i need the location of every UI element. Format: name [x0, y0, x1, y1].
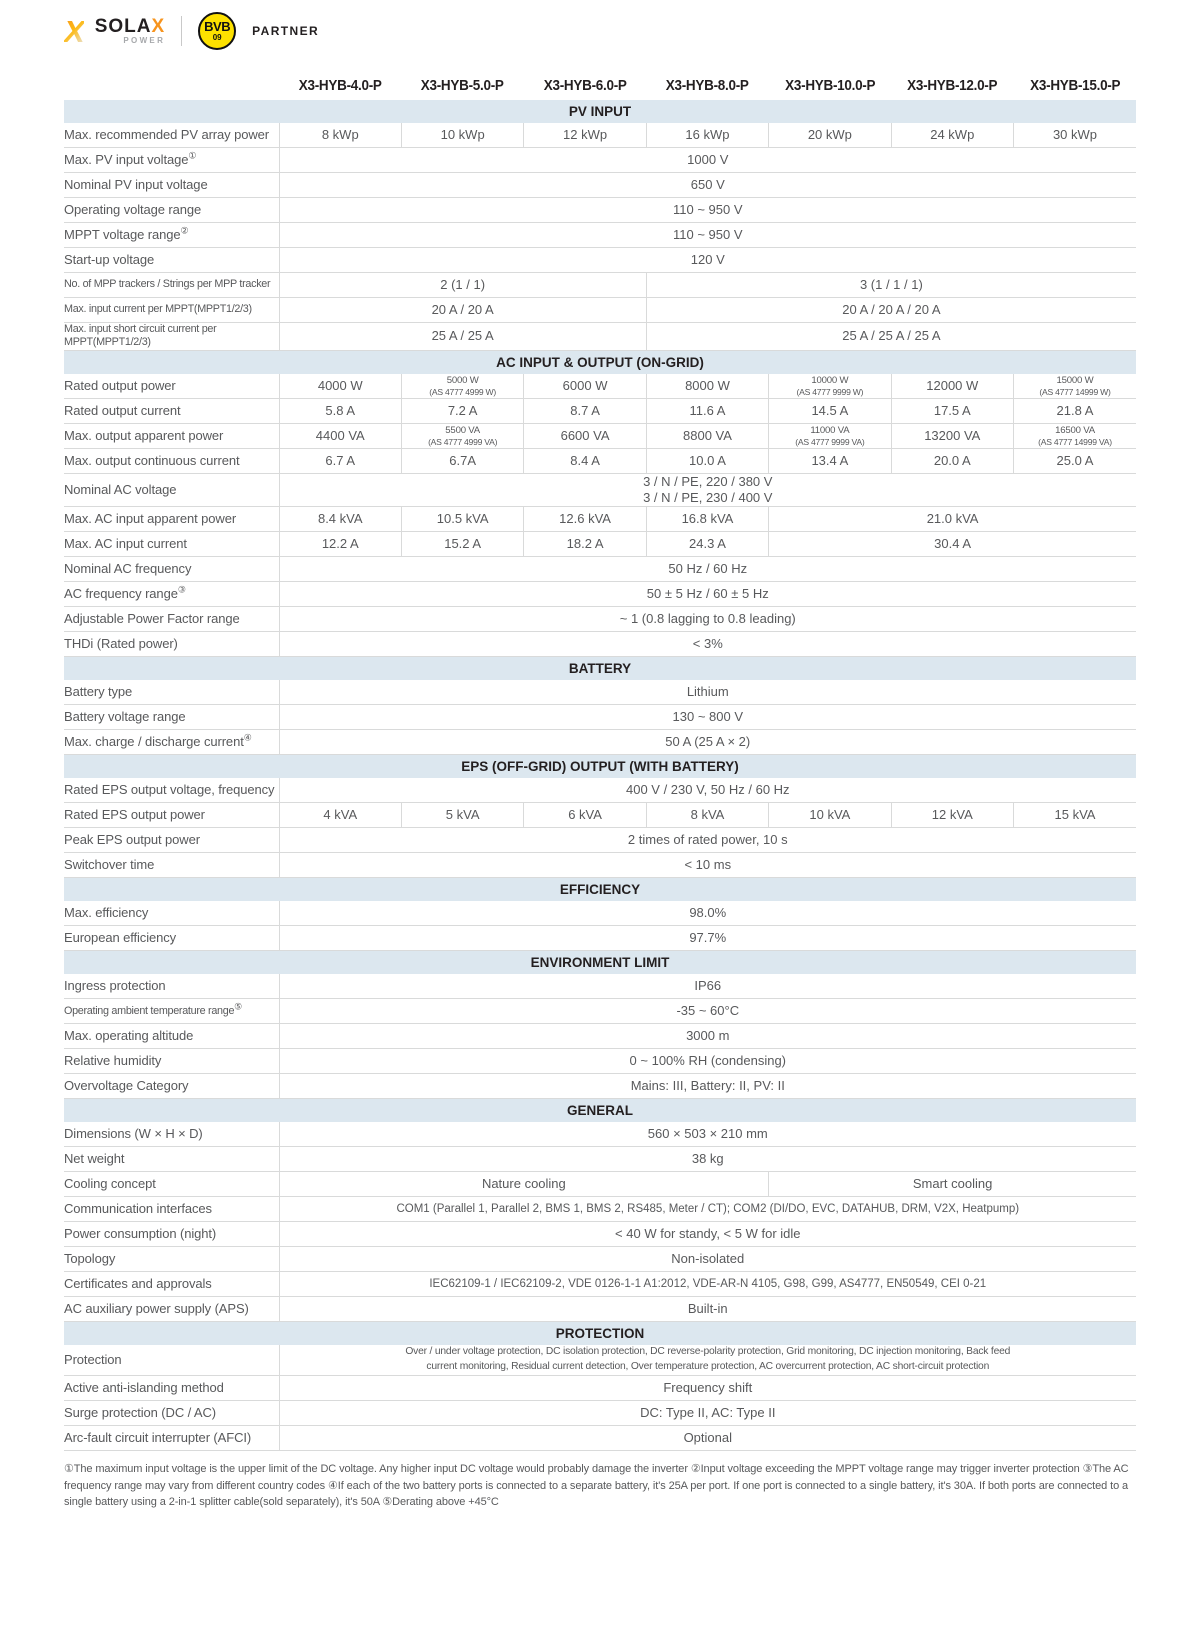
footnote-marker: ④: [243, 733, 252, 744]
row-label-dimensions: Dimensions (W × H × D): [64, 1122, 279, 1147]
row-label-power-consumption: Power consumption (night): [64, 1222, 279, 1247]
table-row: [64, 1401, 1136, 1426]
section-header-eps: [64, 755, 1136, 779]
cell-relative-humidity: 0 ~ 100% RH (condensing): [279, 1049, 1136, 1074]
protection-line-2: current monitoring, Residual current detection, Over temperature protection, AC overcurrent protection, AC short-circuit protection: [426, 1361, 990, 1373]
cell-eps-output-power-6: 15 kVA: [1013, 803, 1136, 828]
table-row: [64, 532, 1136, 557]
solax-x-mark-icon: X: [64, 13, 84, 49]
table-row: [64, 730, 1136, 755]
model-header-row: [64, 78, 1136, 94]
cell-pv-array-power-1: 10 kWp: [401, 123, 523, 148]
cell-rated-output-current-0: 5.8 A: [279, 398, 401, 423]
table-row: [64, 173, 1136, 198]
cell-eps-output-power-3: 8 kVA: [646, 803, 768, 828]
cell-max-continuous-current-1: 6.7A: [401, 448, 523, 473]
table-row: [64, 507, 1136, 532]
footnote-marker: ②: [180, 225, 189, 236]
row-label-switchover-time: Switchover time: [64, 853, 279, 878]
cell-certificates: IEC62109-1 / IEC62109-2, VDE 0126-1-1 A1:2012, VDE-AR-N 4105, G98, G99, AS4777, EN50549, CEI 0-21: [279, 1272, 1136, 1297]
cell-eps-output-power-0: 4 kVA: [279, 803, 401, 828]
cell-max-ac-input-apparent-power-merged: 21.0 kVA: [769, 507, 1136, 532]
model-name-5: X3-HYB-12.0-P: [907, 78, 998, 94]
bvb-crest-year: 09: [212, 33, 222, 42]
value-note: (AS 4777 9999 VA): [795, 436, 865, 447]
value-main: 16500 VA: [1055, 425, 1095, 437]
cell-max-apparent-power-1: [401, 423, 523, 448]
table-row: [64, 1297, 1136, 1322]
row-label-max-apparent-power: Max. output apparent power: [64, 423, 279, 448]
cell-rated-output-current-2: 8.7 A: [524, 398, 646, 423]
cell-max-apparent-power-5: [891, 423, 1013, 448]
row-label-max-pv-input-voltage: [64, 148, 279, 173]
cell-eps-output-power-4: 10 kVA: [769, 803, 891, 828]
cell-operating-voltage-range: 110 ~ 950 V: [279, 198, 1136, 223]
partner-label: PARTNER: [252, 24, 320, 38]
row-label-max-continuous-current: Max. output continuous current: [64, 448, 279, 473]
cell-rated-output-power-2: [524, 374, 646, 399]
cell-rated-output-current-5: 17.5 A: [891, 398, 1013, 423]
cell-pv-array-power-0: 8 kWp: [279, 123, 401, 148]
cell-ac-frequency-range: 50 ± 5 Hz / 60 ± 5 Hz: [279, 582, 1136, 607]
section-title-eps: EPS (OFF-GRID) OUTPUT (WITH BATTERY): [64, 755, 1136, 779]
cell-switchover-time: < 10 ms: [279, 853, 1136, 878]
model-name-1: X3-HYB-5.0-P: [421, 78, 505, 94]
row-label-battery-voltage-range: Battery voltage range: [64, 705, 279, 730]
section-title-ac-io: AC INPUT & OUTPUT (ON-GRID): [64, 350, 1136, 374]
cell-max-continuous-current-4: 13.4 A: [769, 448, 891, 473]
value-note: (AS 4777 9999 W): [796, 386, 864, 397]
row-label-aps: AC auxiliary power supply (APS): [64, 1297, 279, 1322]
value-note: (AS 4777 4999 W): [429, 386, 496, 397]
row-label-startup-voltage: Start-up voltage: [64, 248, 279, 273]
cell-rated-output-power-5: [891, 374, 1013, 399]
section-title-protection: PROTECTION: [64, 1322, 1136, 1346]
cell-pv-array-power-6: 30 kWp: [1013, 123, 1136, 148]
table-row: [64, 705, 1136, 730]
value-main: 5000 W: [446, 375, 479, 387]
cell-aps: Built-in: [279, 1297, 1136, 1322]
cell-power-factor-range: ~ 1 (0.8 lagging to 0.8 leading): [279, 607, 1136, 632]
table-row: [64, 1074, 1136, 1099]
cell-cooling-concept-right: Smart cooling: [769, 1172, 1136, 1197]
table-row: [64, 1272, 1136, 1297]
section-header-ac-io: [64, 350, 1136, 374]
table-row: [64, 582, 1136, 607]
value-main: 4400 VA: [315, 427, 365, 443]
cell-max-ac-input-apparent-power-1: 10.5 kVA: [401, 507, 523, 532]
row-label-relative-humidity: Relative humidity: [64, 1049, 279, 1074]
logo-divider: [181, 16, 182, 46]
cell-max-apparent-power-4: [769, 423, 891, 448]
table-row: [64, 607, 1136, 632]
cell-nominal-ac-frequency: 50 Hz / 60 Hz: [279, 557, 1136, 582]
table-row: [64, 999, 1136, 1024]
row-label-mpp-trackers: No. of MPP trackers / Strings per MPP tracker: [64, 273, 279, 298]
cell-rated-output-current-3: 11.6 A: [646, 398, 768, 423]
cell-max-efficiency: 98.0%: [279, 901, 1136, 926]
cell-max-apparent-power-2: [524, 423, 646, 448]
cell-max-charge-discharge: 50 A (25 A × 2): [279, 730, 1136, 755]
row-label-european-efficiency: European efficiency: [64, 926, 279, 951]
row-label-ingress-protection: Ingress protection: [64, 974, 279, 999]
cell-mpp-trackers-right: 3 (1 / 1 / 1): [646, 273, 1136, 298]
value-note: (AS 4777 14999 W): [1039, 386, 1111, 397]
cell-rated-output-current-4: 14.5 A: [769, 398, 891, 423]
solax-subtitle: POWER: [123, 36, 166, 45]
row-label-power-factor-range: Adjustable Power Factor range: [64, 607, 279, 632]
label-text: Max. PV input voltage: [64, 151, 189, 167]
table-row: [64, 298, 1136, 323]
row-label-overvoltage-category: Overvoltage Category: [64, 1074, 279, 1099]
cell-rated-output-current-6: 21.8 A: [1013, 398, 1136, 423]
row-label-topology: Topology: [64, 1247, 279, 1272]
cell-max-pv-input-voltage: 1000 V: [279, 148, 1136, 173]
value-main: 10000 W: [811, 375, 849, 387]
solax-name: SOLA: [94, 16, 152, 37]
cell-max-continuous-current-5: 20.0 A: [891, 448, 1013, 473]
cell-rated-output-power-1: [401, 374, 523, 399]
cell-max-ac-input-apparent-power-0: 8.4 kVA: [279, 507, 401, 532]
row-label-pv-array-power: Max. recommended PV array power: [64, 123, 279, 148]
cell-pv-array-power-4: 20 kWp: [769, 123, 891, 148]
cell-european-efficiency: 97.7%: [279, 926, 1136, 951]
row-label-thdi: THDi (Rated power): [64, 632, 279, 657]
cell-rated-output-power-6: [1013, 374, 1136, 399]
footnote-marker: ⑤: [234, 1001, 242, 1012]
cell-afci: Optional: [279, 1426, 1136, 1451]
cell-max-altitude: 3000 m: [279, 1024, 1136, 1049]
cell-max-ac-input-current-0: 12.2 A: [279, 532, 401, 557]
table-row: [64, 148, 1136, 173]
cell-anti-islanding: Frequency shift: [279, 1376, 1136, 1401]
row-label-nominal-pv-input-voltage: Nominal PV input voltage: [64, 173, 279, 198]
row-label-cooling-concept: Cooling concept: [64, 1172, 279, 1197]
cell-max-continuous-current-3: 10.0 A: [646, 448, 768, 473]
table-row: [64, 1222, 1136, 1247]
table-row: [64, 1147, 1136, 1172]
row-label-anti-islanding: Active anti-islanding method: [64, 1376, 279, 1401]
cell-surge-protection: DC: Type II, AC: Type II: [279, 1401, 1136, 1426]
table-row: [64, 398, 1136, 423]
model-name-6: X3-HYB-15.0-P: [1029, 78, 1120, 94]
cell-rated-output-current-1: 7.2 A: [401, 398, 523, 423]
solax-wordmark: [95, 17, 165, 45]
table-row: [64, 680, 1136, 705]
cell-max-input-current-left: 20 A / 20 A: [279, 298, 646, 323]
protection-line-1: Over / under voltage protection, DC isolation protection, DC reverse-polarity protection, Grid monitoring, DC injection monitoring, Back feed: [405, 1346, 1011, 1358]
page-header: [64, 0, 1136, 100]
label-text: Operating ambient temperature range: [64, 1004, 235, 1017]
value-main: 11000 VA: [810, 425, 850, 437]
model-name-2: X3-HYB-6.0-P: [543, 78, 627, 94]
row-label-net-weight: Net weight: [64, 1147, 279, 1172]
nominal-ac-voltage-line-1: 3 / N / PE, 220 / 380 V: [643, 473, 773, 489]
table-row: [64, 557, 1136, 582]
table-row: [64, 448, 1136, 473]
label-text: AC frequency range: [64, 586, 178, 602]
cell-thdi: < 3%: [279, 632, 1136, 657]
section-title-environment: ENVIRONMENT LIMIT: [64, 951, 1136, 975]
row-label-max-short-circuit-current: Max. input short circuit current per MPPT(MPPT1/2/3): [64, 323, 279, 351]
table-row: [64, 901, 1136, 926]
value-main: 6000 W: [562, 377, 608, 393]
row-label-max-charge-discharge: [64, 730, 279, 755]
row-label-rated-output-power: Rated output power: [64, 374, 279, 399]
value-main: 13200 VA: [924, 427, 981, 443]
row-label-protection: Protection: [64, 1345, 279, 1375]
value-main: 4000 W: [317, 377, 363, 393]
row-label-max-ac-input-apparent-power: Max. AC input apparent power: [64, 507, 279, 532]
section-title-general: GENERAL: [64, 1099, 1136, 1123]
cell-startup-voltage: 120 V: [279, 248, 1136, 273]
cell-max-continuous-current-6: 25.0 A: [1013, 448, 1136, 473]
cell-max-continuous-current-2: 8.4 A: [524, 448, 646, 473]
value-note: (AS 4777 14999 VA): [1038, 436, 1112, 447]
value-main: 5500 VA: [445, 425, 480, 437]
cell-max-apparent-power-0: [279, 423, 401, 448]
cell-pv-array-power-2: 12 kWp: [524, 123, 646, 148]
cell-eps-output-power-1: 5 kVA: [401, 803, 523, 828]
cell-eps-output-voltage: 400 V / 230 V, 50 Hz / 60 Hz: [279, 778, 1136, 803]
value-main: 12000 W: [926, 377, 979, 393]
cell-overvoltage-category: Mains: III, Battery: II, PV: II: [279, 1074, 1136, 1099]
section-header-general: [64, 1099, 1136, 1123]
value-main: 8800 VA: [683, 427, 732, 443]
cell-rated-output-power-3: [646, 374, 768, 399]
table-row: [64, 273, 1136, 298]
cell-max-short-circuit-current-left: 25 A / 25 A: [279, 323, 646, 351]
table-row: [64, 1197, 1136, 1222]
row-label-certificates: Certificates and approvals: [64, 1272, 279, 1297]
bvb-crest-text: BVB: [204, 19, 231, 34]
row-label-ac-frequency-range: [64, 582, 279, 607]
cell-power-consumption: < 40 W for standy, < 5 W for idle: [279, 1222, 1136, 1247]
table-row: [64, 473, 1136, 507]
section-title-battery: BATTERY: [64, 657, 1136, 681]
table-row: [64, 374, 1136, 399]
row-label-nominal-ac-voltage: Nominal AC voltage: [64, 473, 279, 507]
value-main: 6600 VA: [560, 427, 610, 443]
section-header-battery: [64, 657, 1136, 681]
cell-eps-output-power-5: 12 kVA: [891, 803, 1013, 828]
value-note: (AS 4777 4999 VA): [428, 436, 498, 447]
value-main: 15000 W: [1056, 375, 1094, 387]
row-label-communication-interfaces: Communication interfaces: [64, 1197, 279, 1222]
section-header-environment: [64, 951, 1136, 975]
cell-net-weight: 38 kg: [279, 1147, 1136, 1172]
footnote-marker: ③: [177, 585, 186, 596]
model-name-3: X3-HYB-8.0-P: [666, 78, 749, 94]
value-main: 8000 W: [685, 377, 730, 393]
table-row: [64, 423, 1136, 448]
table-row: [64, 223, 1136, 248]
label-text: MPPT voltage range: [64, 226, 181, 242]
row-label-nominal-ac-frequency: Nominal AC frequency: [64, 557, 279, 582]
cell-nominal-pv-input-voltage: 650 V: [279, 173, 1136, 198]
cell-max-ac-input-apparent-power-3: 16.8 kVA: [646, 507, 768, 532]
table-row: [64, 778, 1136, 803]
section-header-pv-input: [64, 100, 1136, 123]
cell-max-ac-input-current-merged: 30.4 A: [769, 532, 1136, 557]
cell-protection: [279, 1345, 1136, 1375]
cell-max-ac-input-current-2: 18.2 A: [524, 532, 646, 557]
section-header-protection: [64, 1322, 1136, 1346]
section-title-pv-input: PV INPUT: [64, 100, 1136, 123]
cell-max-short-circuit-current-right: 25 A / 25 A / 25 A: [646, 323, 1136, 351]
table-row: [64, 828, 1136, 853]
cell-max-input-current-right: 20 A / 20 A / 20 A: [646, 298, 1136, 323]
table-row: [64, 1122, 1136, 1147]
row-label-max-input-current: Max. input current per MPPT(MPPT1/2/3): [64, 298, 279, 323]
cell-max-ac-input-apparent-power-2: 12.6 kVA: [524, 507, 646, 532]
cell-pv-array-power-3: 16 kWp: [646, 123, 768, 148]
table-row: [64, 248, 1136, 273]
cell-peak-eps-power: 2 times of rated power, 10 s: [279, 828, 1136, 853]
bvb-crest-icon: [198, 12, 236, 50]
table-row: [64, 632, 1136, 657]
cell-pv-array-power-5: 24 kWp: [891, 123, 1013, 148]
row-label-battery-type: Battery type: [64, 680, 279, 705]
cell-eps-output-power-2: 6 kVA: [524, 803, 646, 828]
row-label-surge-protection: Surge protection (DC / AC): [64, 1401, 279, 1426]
cell-topology: Non-isolated: [279, 1247, 1136, 1272]
cell-battery-type: Lithium: [279, 680, 1136, 705]
cell-max-apparent-power-3: [646, 423, 768, 448]
row-label-peak-eps-power: Peak EPS output power: [64, 828, 279, 853]
table-row: [64, 803, 1136, 828]
table-row: [64, 1172, 1136, 1197]
row-label-ambient-temperature: [64, 999, 279, 1024]
cell-rated-output-power-4: [769, 374, 891, 399]
cell-cooling-concept-left: Nature cooling: [279, 1172, 769, 1197]
cell-max-ac-input-current-3: 24.3 A: [646, 532, 768, 557]
specifications-table: [64, 100, 1136, 1451]
row-label-afci: Arc-fault circuit interrupter (AFCI): [64, 1426, 279, 1451]
table-row: [64, 853, 1136, 878]
table-row: [64, 1345, 1136, 1375]
table-row: [64, 198, 1136, 223]
model-header-spacer: [64, 78, 279, 94]
cell-ingress-protection: IP66: [279, 974, 1136, 999]
footnotes-block: ①The maximum input voltage is the upper limit of the DC voltage. Any higher input DC voltage would probably damage the inverter ②Input voltage exceeding the MPPT voltage range may trigger inverter protection ③The AC frequency range may vary from different country codes ④If each of the two battery ports is connected to a separate battery, it's 25A per port. If one port is connected to a single battery, it's 30A. If both ports are connected to a single battery using a 2-in-1 splitter cable(sold separately), it's 50A ⑤Derating above +45°C: [64, 1463, 1129, 1509]
row-label-rated-output-current: Rated output current: [64, 398, 279, 423]
row-label-max-altitude: Max. operating altitude: [64, 1024, 279, 1049]
table-row: [64, 1426, 1136, 1451]
row-label-mppt-voltage-range: [64, 223, 279, 248]
cell-mpp-trackers-left: 2 (1 / 1): [279, 273, 646, 298]
table-row: [64, 323, 1136, 351]
cell-ambient-temperature: -35 ~ 60°C: [279, 999, 1136, 1024]
section-title-efficiency: EFFICIENCY: [64, 878, 1136, 902]
row-label-eps-output-power: Rated EPS output power: [64, 803, 279, 828]
cell-mppt-voltage-range: 110 ~ 950 V: [279, 223, 1136, 248]
row-label-eps-output-voltage: Rated EPS output voltage, frequency: [64, 778, 279, 803]
table-row: [64, 1376, 1136, 1401]
cell-rated-output-power-0: [279, 374, 401, 399]
cell-communication-interfaces: COM1 (Parallel 1, Parallel 2, BMS 1, BMS 2, RS485, Meter / CT); COM2 (DI/DO, EVC, DATAHUB, DRM, V2X, Heatpump): [279, 1197, 1136, 1222]
table-row: [64, 1247, 1136, 1272]
label-text: Max. charge / discharge current: [64, 734, 244, 750]
solax-name-x: X: [151, 16, 166, 37]
row-label-max-efficiency: Max. efficiency: [64, 901, 279, 926]
table-row: [64, 974, 1136, 999]
cell-nominal-ac-voltage: [279, 473, 1136, 507]
table-row: [64, 1024, 1136, 1049]
table-row: [64, 926, 1136, 951]
cell-dimensions: 560 × 503 × 210 mm: [279, 1122, 1136, 1147]
cell-max-apparent-power-6: [1013, 423, 1136, 448]
brand-logo-group: [64, 12, 319, 50]
table-row: [64, 123, 1136, 148]
section-header-efficiency: [64, 878, 1136, 902]
model-name-0: X3-HYB-4.0-P: [298, 78, 382, 94]
row-label-operating-voltage-range: Operating voltage range: [64, 198, 279, 223]
footnote-marker: ①: [188, 150, 197, 161]
row-label-max-ac-input-current: Max. AC input current: [64, 532, 279, 557]
cell-max-continuous-current-0: 6.7 A: [279, 448, 401, 473]
table-row: [64, 1049, 1136, 1074]
nominal-ac-voltage-line-2: 3 / N / PE, 230 / 400 V: [643, 490, 773, 506]
cell-battery-voltage-range: 130 ~ 800 V: [279, 705, 1136, 730]
model-name-4: X3-HYB-10.0-P: [784, 78, 875, 94]
cell-max-ac-input-current-1: 15.2 A: [401, 532, 523, 557]
